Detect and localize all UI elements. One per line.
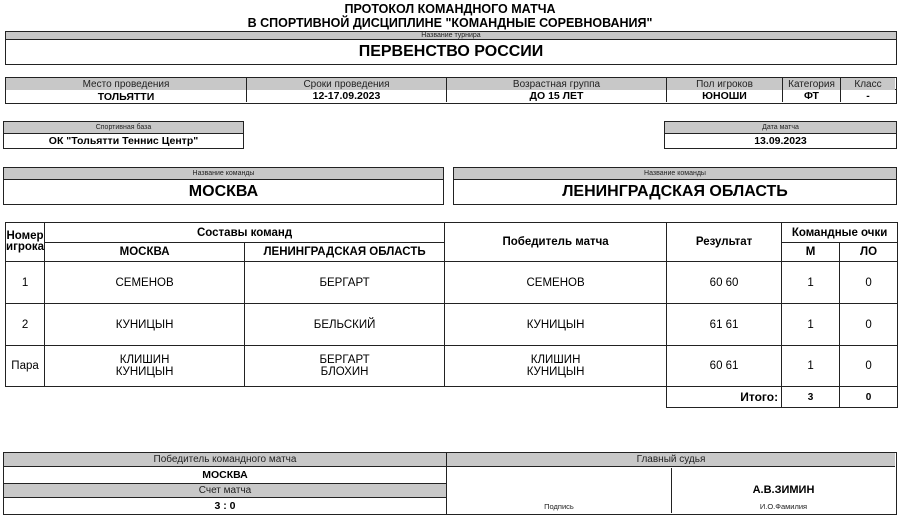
signature-caption: Подпись [544,501,574,511]
info-header-row [6,78,896,90]
match-result: 60 61 [667,346,782,387]
player-name: КУНИЦЫН [115,318,174,331]
info-label-venue: Место проведения [6,78,246,90]
header-points-b: ЛО [840,243,898,262]
header-team-points: Командные очки [782,223,898,243]
header-compositions: Составы команд [45,223,445,243]
player-name: КУНИЦЫН [526,366,585,378]
header-winner: Победитель матча [445,223,667,262]
info-label-class: Класс [840,78,895,90]
table-row [6,346,898,387]
discipline-title: В СПОРТИВНОЙ ДИСЦИПЛИНЕ "КОМАНДНЫЕ СОРЕВНОВАНИЯ" [247,15,653,30]
player-name: БЕРГАРТ [319,354,370,366]
header-team-b: ЛЕНИНГРАДСКАЯ ОБЛАСТЬ [245,243,445,262]
team-a-player [45,262,245,304]
sports-base-box [3,121,244,149]
match-date-box [664,121,897,149]
info-label-age-group: Возрастная группа [446,78,666,90]
team-left-box [3,167,444,205]
points-b: 0 [840,304,898,346]
team-b-player [245,304,445,346]
match-date-value: 13.09.2023 [754,134,807,147]
team-b-pair [245,346,445,387]
player-name: БЛОХИН [320,366,369,378]
match-result: 60 60 [667,262,782,304]
tournament-box [5,31,897,65]
tournament-name: ПЕРВЕНСТВО РОССИИ [358,43,544,60]
total-row [6,387,898,408]
match-results-table [5,222,898,408]
table-row [6,304,898,346]
referee-name-field [671,468,895,513]
info-value-age-group: ДО 15 ЛЕТ [446,90,666,102]
table-header-row-1 [6,223,898,243]
tournament-label: Название турнира [6,32,896,40]
points-b: 0 [840,262,898,304]
team-left-label: Название команды [4,168,443,180]
sports-base-label: Спортивная база [4,122,243,134]
total-label: Итого: [667,387,782,408]
info-value-row [6,91,896,102]
protocol-title: ПРОТОКОЛ КОМАНДНОГО МАТЧА [344,2,556,16]
info-label-gender: Пол игроков [666,78,782,90]
team-a-pair [45,346,245,387]
match-winner [445,304,667,346]
total-spacer [6,387,667,408]
player-name: СЕМЕНОВ [526,276,585,289]
signature-field [447,468,671,513]
row-number: 1 [6,262,45,304]
points-a: 1 [782,346,840,387]
player-name: БЕЛЬСКИЙ [313,318,376,331]
match-score-label: Счет матча [4,483,446,498]
points-a: 1 [782,304,840,346]
match-winner [445,262,667,304]
sports-base-value: ОК "Тольятти Теннис Центр" [48,134,199,147]
player-name: БЕРГАРТ [319,276,370,289]
total-points-b: 0 [840,387,898,408]
match-result: 61 61 [667,304,782,346]
match-date-label: Дата матча [665,122,896,134]
points-a: 1 [782,262,840,304]
team-right-name: ЛЕНИНГРАДСКАЯ ОБЛАСТЬ [562,183,788,200]
match-score-value: 3 : 0 [214,500,236,512]
header-player-number: Номер игрока [6,223,45,262]
player-name: КЛИШИН [119,354,170,366]
footer-box [3,452,897,515]
info-value-category: ФТ [782,90,840,102]
info-table [5,77,897,104]
player-name: КУНИЦЫН [115,366,174,378]
team-winner-label: Победитель командного матча [4,453,446,467]
info-value-dates: 12-17.09.2023 [246,90,446,102]
row-number: 2 [6,304,45,346]
team-right-label: Название команды [454,168,896,180]
referee-name-caption: И.О.Фамилия [759,501,808,511]
team-left-name: МОСКВА [188,183,259,200]
header-result: Результат [667,223,782,262]
table-row [6,262,898,304]
row-number: Пара [6,346,45,387]
player-name: КЛИШИН [530,354,581,366]
points-b: 0 [840,346,898,387]
info-label-dates: Сроки проведения [246,78,446,90]
player-name: СЕМЕНОВ [115,276,174,289]
info-value-class: - [840,90,895,102]
header-points-a: М [782,243,840,262]
team-b-player [245,262,445,304]
player-name: КУНИЦЫН [526,318,585,331]
header-team-a: МОСКВА [45,243,245,262]
team-right-box [453,167,897,205]
team-a-player [45,304,245,346]
info-label-category: Категория [782,78,840,90]
team-winner-value: МОСКВА [202,469,248,481]
info-value-venue: ТОЛЬЯТТИ [97,90,155,103]
match-winner-pair [445,346,667,387]
total-points-a: 3 [782,387,840,408]
referee-name: А.В.ЗИМИН [752,484,815,496]
info-value-gender: ЮНОШИ [666,90,782,102]
chief-referee-label: Главный судья [447,453,895,467]
